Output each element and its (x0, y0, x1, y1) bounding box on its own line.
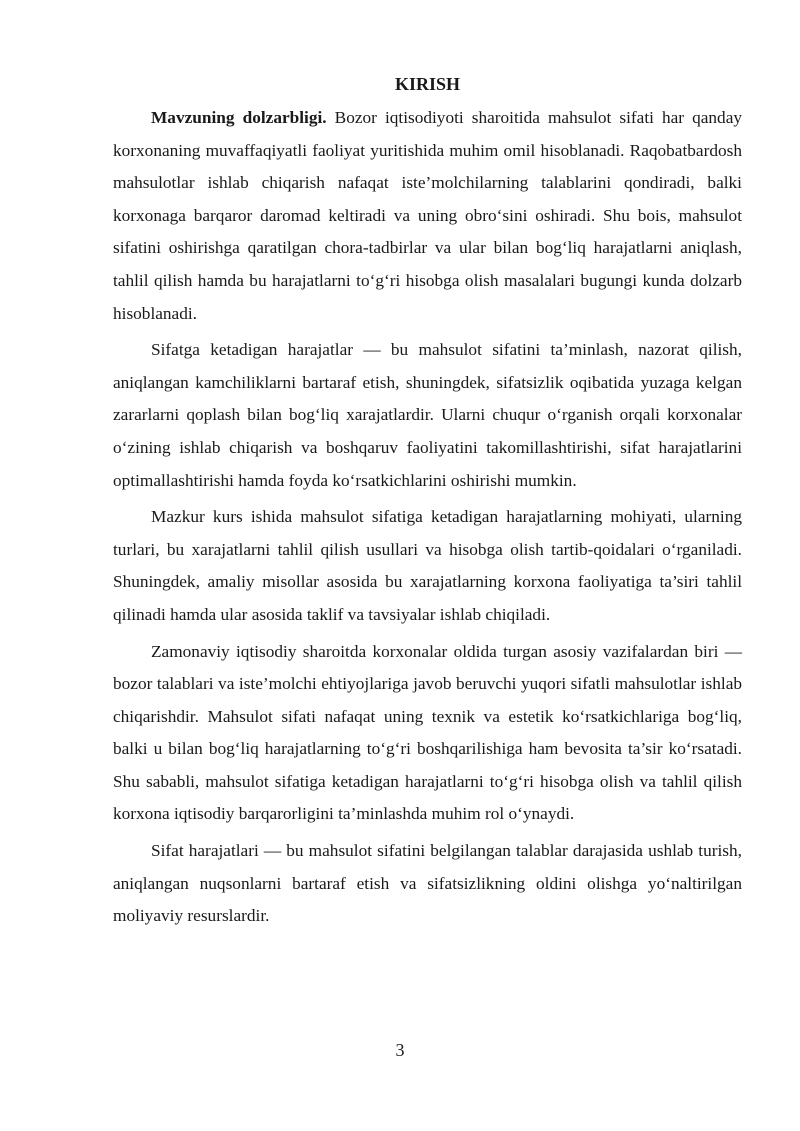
paragraph-text: Mazkur kurs ishida mahsulot sifatiga ketadigan harajatlarning mohiyati, ularning turlari, bu xarajatlarni tahlil qilish usullari va hisobga olish tartib-qoidalari o‘rganiladi. Shuningdek, amaliy misollar asosida bu xarajatlarning korxona faoliyatiga ta’siri tahlil qilinadi hamda ular asosida taklif va tavsiyalar ishlab chiqiladi. (113, 507, 742, 624)
paragraph-course-scope (113, 501, 742, 631)
paragraph-text: Sifat harajatlari — bu mahsulot sifatini belgilangan talablar darajasida ushlab turish, aniqlangan nuqsonlarni bartaraf etish va sifatsizlikning oldini olishga yo‘naltirilgan moliyaviy resurslardir. (113, 841, 742, 926)
paragraph-text: Zamonaviy iqtisodiy sharoitda korxonalar oldida turgan asosiy vazifalardan biri — bozor talablari va iste’molchi ehtiyojlariga javob beruvchi yuqori sifatli mahsulotlar ishlab chiqarishdir. Mahsulot sifati nafaqat uning texnik va estetik ko‘rsatkichlariga bog‘liq, balki u bilan bog‘liq harajatlarning to‘g‘ri boshqarilishiga ham bevosita ta’sir ko‘rsatadi. Shu sababli, mahsulot sifatiga ketadigan harajatlarni to‘g‘ri hisobga olish va tahlil qilish korxona iqtisodiy barqarorligini ta’minlashda muhim rol o‘ynaydi. (113, 641, 742, 824)
paragraph-text: Bozor iqtisodiyoti sharoitida mahsulot sifati har qanday korxonaning muvaffaqiyatli faoliyat yuritishida muhim omil hisoblanadi. Raqobatbardosh mahsulotlar ishlab chiqarish nafaqat iste’molchilarning talablarini qondiradi, balki korxonaga barqaror daromad keltiradi va uning obro‘sini oshiradi. Shu bois, mahsulot sifatini oshirishga qaratilgan chora-tadbirlar va ular bilan bog‘liq harajatlarni aniqlash, tahlil qilish hamda bu harajatlarni to‘g‘ri hisobga olish masalalari bugungi kunda dolzarb hisoblanadi. (113, 108, 742, 323)
page-title: KIRISH (394, 74, 461, 94)
paragraph-lead: Mavzuning dolzarbligi. (151, 108, 327, 127)
paragraph-modern-conditions (113, 636, 742, 832)
paragraph-quality-costs (113, 334, 742, 497)
paragraph-relevance (113, 102, 742, 330)
paragraph-text: Sifatga ketadigan harajatlar — bu mahsulot sifatini ta’minlash, nazorat qilish, aniqlangan kamchiliklarni bartaraf etish, shuningdek, sifatsizlik oqibatida yuzaga kelgan zararlarni qoplash bilan bog‘liq xarajatlardir. Ularni chuqur o‘rganish orqali korxonalar o‘zining ishlab chiqarish va boshqaruv faoliyatini takomillashtirishi, sifat harajatlarini optimallashtirishi hamda foyda ko‘rsatkichlarini oshirishi mumkin. (113, 340, 742, 490)
page-number: 3 (395, 1040, 405, 1060)
paragraph-definition (113, 835, 742, 933)
document-page (113, 72, 742, 937)
